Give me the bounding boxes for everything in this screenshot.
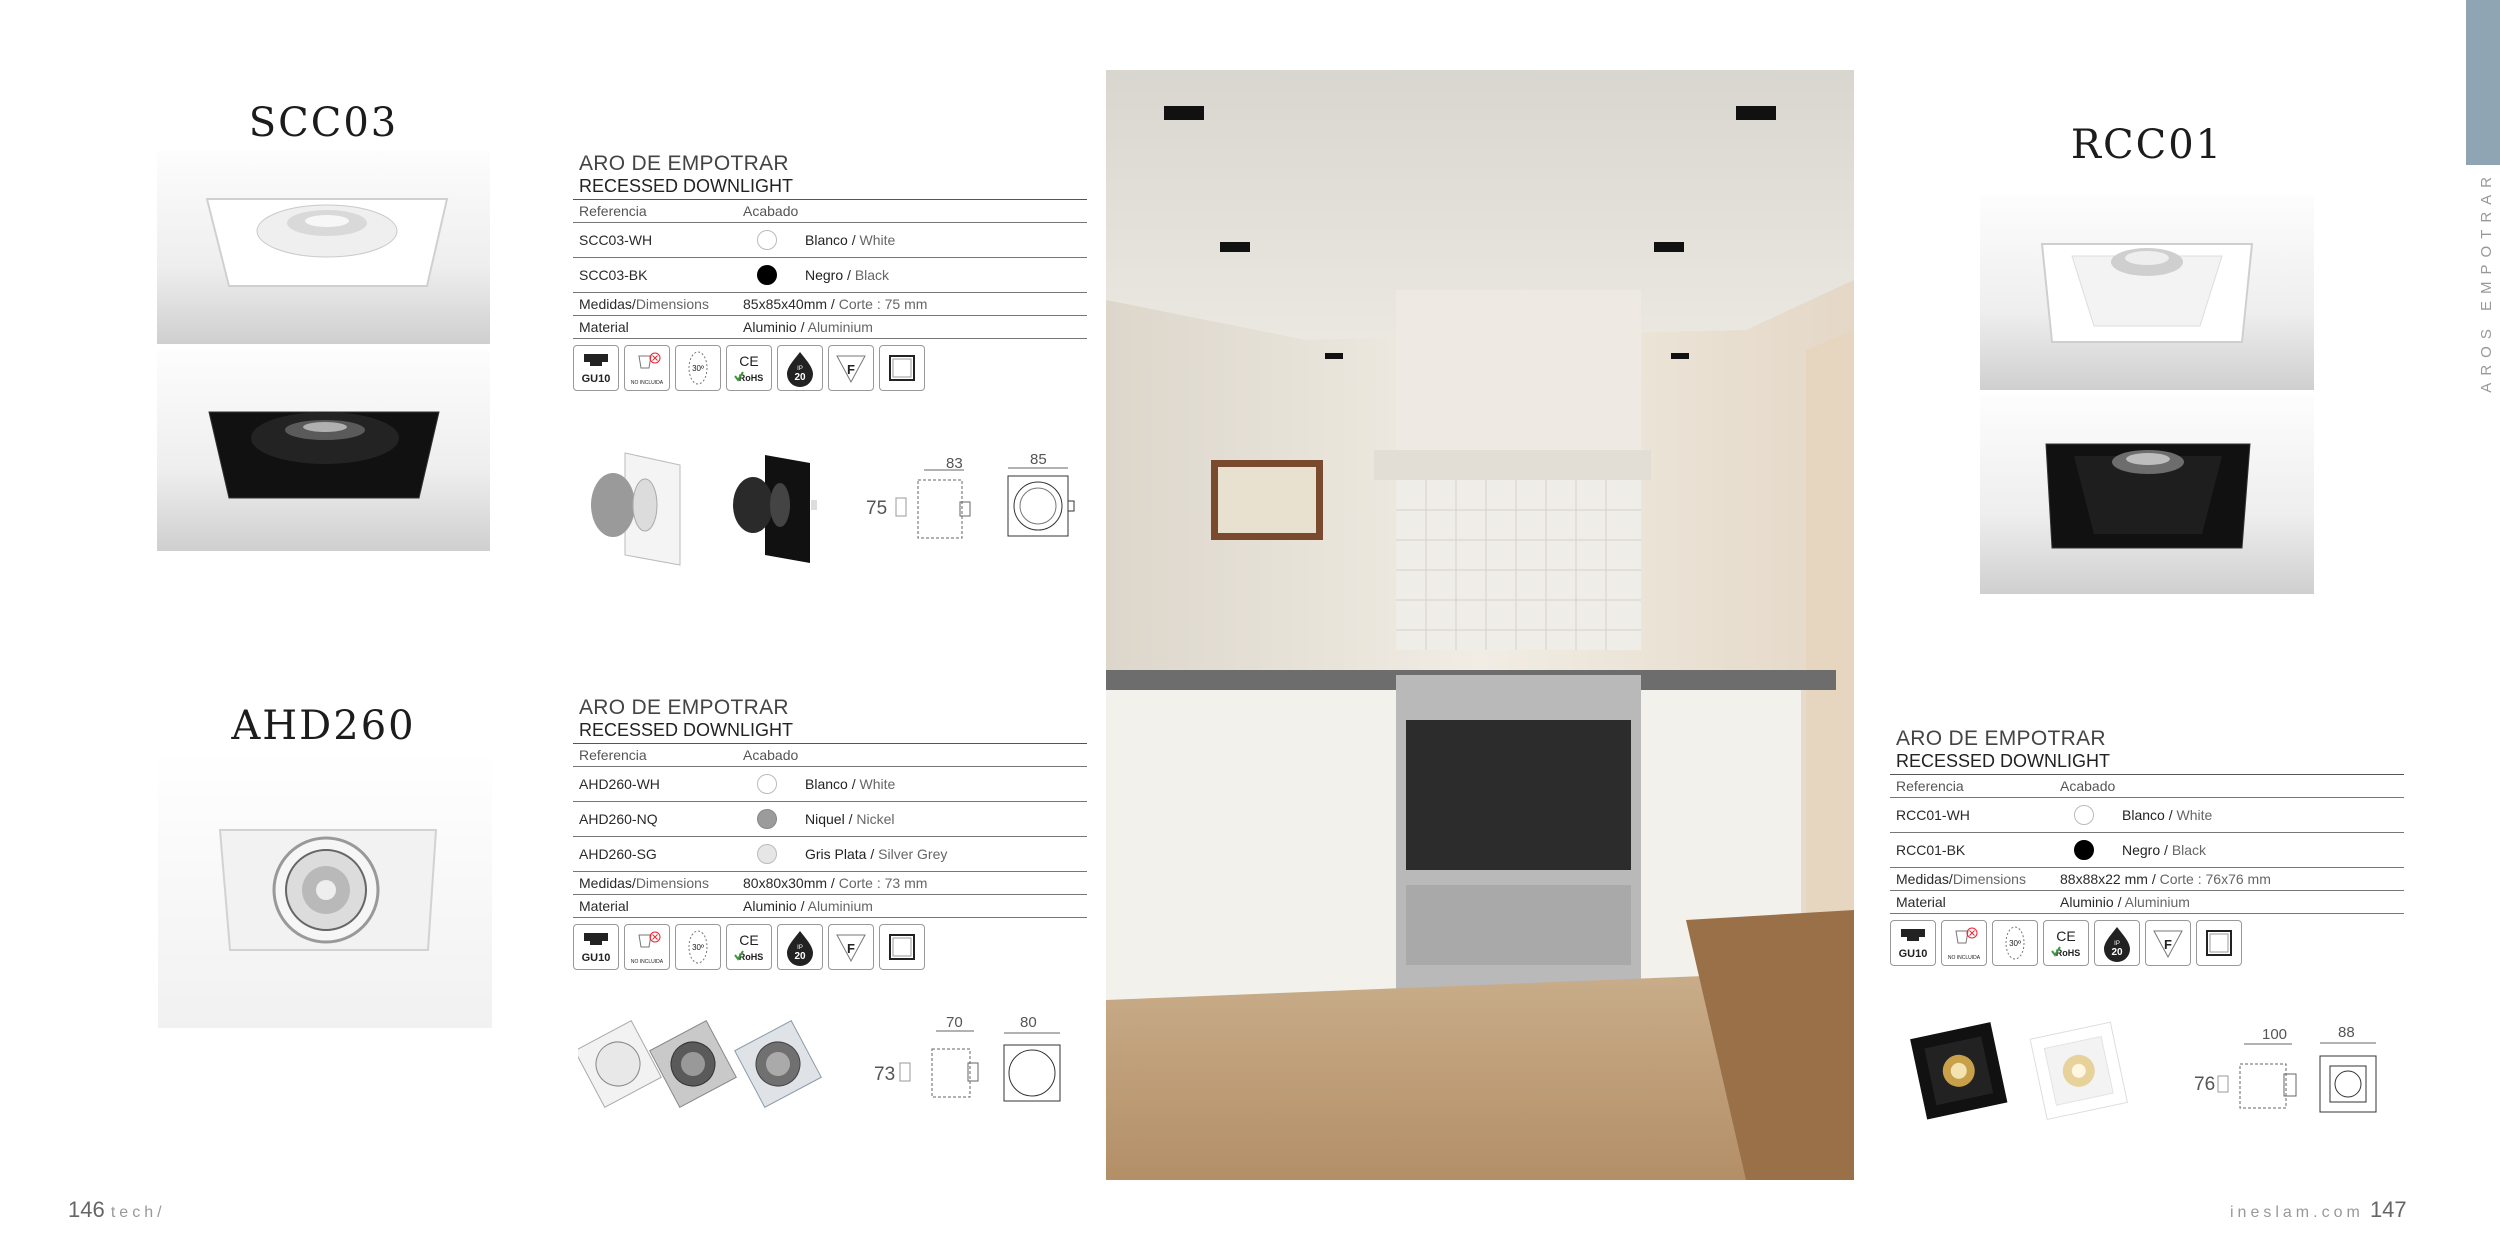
svg-text:CE: CE — [2056, 928, 2076, 944]
recessed-light-black-illustration — [157, 350, 490, 551]
svg-text:GU10: GU10 — [581, 952, 611, 964]
product-title-rcc01: RCC01 — [2070, 122, 2224, 168]
table-header — [573, 744, 1087, 767]
finish-label: Blanco / White — [805, 776, 896, 792]
recessed-light-white-illustration — [1980, 196, 2314, 390]
svg-text:GU10: GU10 — [1898, 948, 1928, 960]
svg-text:RoHS: RoHS — [2055, 948, 2081, 958]
product-type-en: RECESSED DOWNLIGHT — [573, 176, 1087, 200]
ip20-icon — [2094, 920, 2140, 966]
table-header — [573, 200, 1087, 223]
dimensions-value: 88x88x22 mm / Corte : 76x76 mm — [2060, 871, 2271, 887]
f-mark-icon — [2145, 920, 2191, 966]
spec-table-rcc01 — [1890, 727, 2404, 966]
recessed-light-white-illustration — [157, 151, 490, 344]
svg-text:IP: IP — [2114, 941, 2120, 947]
beam-angle-icon — [675, 345, 721, 391]
col-referencia: Referencia — [579, 747, 647, 763]
product-photo-scc03-black — [157, 350, 490, 551]
svg-text:F: F — [847, 941, 855, 956]
f-mark-icon — [828, 924, 874, 970]
ref-code: SCC03-BK — [579, 267, 648, 283]
material-value: Aluminio / Aluminium — [2060, 894, 2190, 910]
cert-icons — [573, 924, 1087, 970]
table-row — [1890, 798, 2404, 833]
product-type-es: ARO DE EMPOTRAR — [1896, 727, 2106, 750]
product-photo-scc03-white — [157, 151, 490, 344]
recessed-light-square-illustration — [158, 750, 492, 1028]
table-row — [573, 837, 1087, 872]
product-side-views-scc03 — [585, 445, 825, 575]
dimensions-label: Medidas/Dimensions — [1896, 871, 2026, 887]
section-tab — [2466, 0, 2500, 165]
finish-swatch-black — [757, 265, 777, 285]
svg-text:20: 20 — [2111, 947, 2123, 958]
page-number-left: 146 tech/ — [68, 1197, 166, 1222]
kitchen-photo — [1106, 70, 1854, 1180]
ref-code: AHD260-NQ — [579, 811, 658, 827]
svg-text:RoHS: RoHS — [738, 373, 764, 383]
lamp-not-included-icon — [624, 924, 670, 970]
svg-text:85: 85 — [1030, 451, 1047, 468]
ref-code: AHD260-WH — [579, 776, 660, 792]
table-row — [573, 223, 1087, 258]
spec-table-ahd260 — [573, 696, 1087, 970]
material-row — [573, 316, 1087, 339]
table-row — [573, 258, 1087, 293]
ip20-icon — [777, 345, 823, 391]
product-title-ahd260: AHD260 — [231, 703, 416, 749]
dimensions-label: Medidas/Dimensions — [579, 875, 709, 891]
table-row — [1890, 833, 2404, 868]
product-type-en: RECESSED DOWNLIGHT — [573, 720, 1087, 744]
finish-swatch-white — [757, 230, 777, 250]
svg-text:83: 83 — [946, 455, 963, 472]
col-acabado: Acabado — [743, 203, 799, 219]
svg-text:CE: CE — [739, 932, 759, 948]
col-acabado: Acabado — [2060, 778, 2116, 794]
table-row — [573, 767, 1087, 802]
svg-text:F: F — [2164, 937, 2172, 952]
gu10-icon — [573, 345, 619, 391]
product-title-scc03: SCC03 — [248, 100, 399, 146]
square-frame-icon — [2196, 920, 2242, 966]
finish-label: Niquel / Nickel — [805, 811, 895, 827]
material-label: Material — [579, 319, 629, 335]
product-views-rcc01 — [1908, 1012, 2128, 1132]
product-type-es: ARO DE EMPOTRAR — [579, 152, 789, 175]
ce-rohs-icon — [726, 924, 772, 970]
beam-angle-icon — [1992, 920, 2038, 966]
svg-text:30º: 30º — [2009, 939, 2021, 948]
finish-swatch-black — [2074, 840, 2094, 860]
svg-text:NO INCLUIDA: NO INCLUIDA — [630, 959, 664, 965]
svg-text:100: 100 — [2262, 1026, 2288, 1043]
svg-text:30º: 30º — [692, 364, 704, 373]
section-label: AROS EMPOTRAR — [2478, 170, 2495, 393]
finish-swatch-silver-grey — [757, 844, 777, 864]
svg-text:RoHS: RoHS — [738, 952, 764, 962]
dimensions-value: 80x80x30mm / Corte : 73 mm — [743, 875, 928, 891]
technical-drawing-rcc01 — [2190, 1020, 2400, 1120]
dimensions-row — [573, 872, 1087, 895]
svg-text:IP: IP — [797, 366, 803, 372]
ref-code: SCC03-WH — [579, 232, 653, 248]
ref-code: RCC01-BK — [1896, 842, 1966, 858]
svg-text:73: 73 — [874, 1064, 896, 1085]
technical-drawing-ahd260 — [870, 1005, 1080, 1115]
finish-label: Blanco / White — [805, 232, 896, 248]
svg-text:GU10: GU10 — [581, 373, 611, 385]
svg-text:80: 80 — [1020, 1014, 1037, 1031]
svg-text:70: 70 — [946, 1014, 963, 1031]
finish-label: Blanco / White — [2122, 807, 2213, 823]
svg-text:NO INCLUIDA: NO INCLUIDA — [1947, 955, 1981, 961]
col-referencia: Referencia — [1896, 778, 1964, 794]
f-mark-icon — [828, 345, 874, 391]
dimensions-row — [1890, 868, 2404, 891]
dimensions-value: 85x85x40mm / Corte : 75 mm — [743, 296, 928, 312]
product-type-en: RECESSED DOWNLIGHT — [1890, 751, 2404, 775]
ce-rohs-icon — [726, 345, 772, 391]
product-variants-ahd260 — [578, 1004, 838, 1124]
svg-text:CE: CE — [739, 353, 759, 369]
col-referencia: Referencia — [579, 203, 647, 219]
product-photo-rcc01-white — [1980, 196, 2314, 390]
beam-angle-icon — [675, 924, 721, 970]
finish-swatch-white — [2074, 805, 2094, 825]
ip20-icon — [777, 924, 823, 970]
material-value: Aluminio / Aluminium — [743, 319, 873, 335]
cert-icons — [573, 345, 1087, 391]
svg-text:30º: 30º — [692, 943, 704, 952]
material-value: Aluminio / Aluminium — [743, 898, 873, 914]
gu10-icon — [1890, 920, 1936, 966]
material-row — [1890, 891, 2404, 914]
cert-icons — [1890, 920, 2404, 966]
finish-label: Negro / Black — [805, 267, 890, 283]
finish-label: Gris Plata / Silver Grey — [805, 846, 948, 862]
ref-code: AHD260-SG — [579, 846, 657, 862]
ref-code: RCC01-WH — [1896, 807, 1970, 823]
product-photo-rcc01-black — [1980, 396, 2314, 594]
svg-text:76: 76 — [2194, 1074, 2216, 1095]
svg-text:F: F — [847, 362, 855, 377]
lamp-not-included-icon — [1941, 920, 1987, 966]
table-row — [573, 802, 1087, 837]
finish-swatch-nickel — [757, 809, 777, 829]
spec-table-scc03 — [573, 152, 1087, 391]
svg-text:88: 88 — [2338, 1024, 2355, 1041]
material-label: Material — [579, 898, 629, 914]
material-label: Material — [1896, 894, 1946, 910]
dimensions-row — [573, 293, 1087, 316]
table-header — [1890, 775, 2404, 798]
gu10-icon — [573, 924, 619, 970]
svg-text:20: 20 — [794, 372, 806, 383]
svg-text:NO INCLUIDA: NO INCLUIDA — [630, 380, 664, 386]
square-frame-icon — [879, 345, 925, 391]
product-type-es: ARO DE EMPOTRAR — [579, 696, 789, 719]
svg-text:75: 75 — [866, 498, 888, 519]
product-photo-ahd260 — [158, 750, 492, 1028]
lamp-not-included-icon — [624, 345, 670, 391]
finish-label: Negro / Black — [2122, 842, 2207, 858]
recessed-light-black-illustration — [1980, 396, 2314, 594]
material-row — [573, 895, 1087, 918]
svg-text:IP: IP — [797, 945, 803, 951]
svg-text:20: 20 — [794, 951, 806, 962]
col-acabado: Acabado — [743, 747, 799, 763]
ce-rohs-icon — [2043, 920, 2089, 966]
dimensions-label: Medidas/Dimensions — [579, 296, 709, 312]
technical-drawing-scc03 — [860, 446, 1080, 546]
square-frame-icon — [879, 924, 925, 970]
page-number-right: ineslam.com 147 — [2230, 1197, 2407, 1222]
finish-swatch-white — [757, 774, 777, 794]
